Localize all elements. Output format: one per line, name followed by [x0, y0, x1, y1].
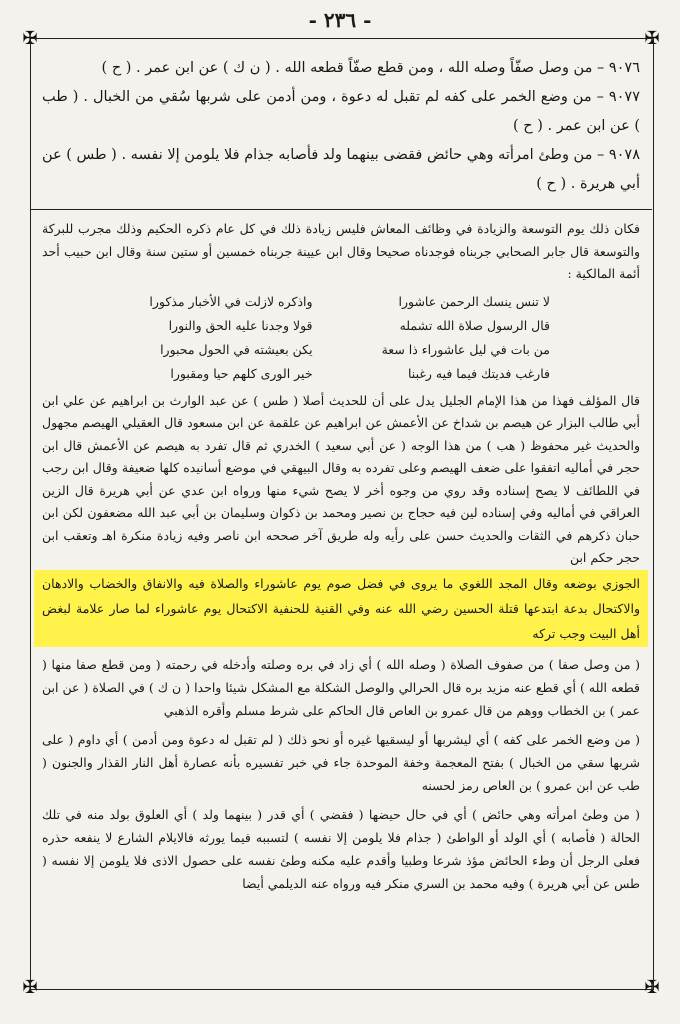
- poem-hemistich: خير الورى كلهم حيا ومقبورا: [170, 365, 313, 381]
- poem-hemistich: واذكره لازلت في الأخبار مذكورا: [149, 293, 313, 309]
- commentary-paragraph: قال المؤلف فهذا من هذا الإمام الجليل يدل على أن للحديث أصلا ( طس ) عن عبد الوارث بن ابراهيم عن علي ابن أبي طالب البزار عن هيصم بن شداخ عن الأعمش عن ابراهيم عن علقمة عن ابن مسعود قال العقيلي الهيصم مجهول والحديث غير محفوظ ( هب ) من هذا الوجه ( عن أبي سعيد ) الخدري ثم قال تفرد به هيصم عن الأعمش قال ابن حجر في أماليه اتفقوا على ضعف الهيصم وعلى تفرده به وقال البيهقي في موضع أسانيده كلها ضعيفة وقال ابن رجب في اللطائف لا يصح إسناده وقد روي من وجوه أخر لا يصح شيء منها ورواه ابن عدي عن أبي هريرة قال الزين العراقي في أماليه وفي إسناده لين فيه حجاج بن نصير ومحمد بن ذكوان وسليمان بن أبي عبد الله مضعفون لكن ابن حبان ذكرهم في الثقات والحديث حسن على رأيه وله طريق آخر صححه ابن ناصر وفيه زيادة منكرة اهـ وتعقب ابن حجر حكم ابن: [42, 392, 640, 565]
- corner-ornament-icon: ✠: [644, 28, 660, 49]
- poem-hemistich: من بات في ليل عاشوراء ذا سعة: [381, 341, 550, 357]
- corner-ornament-icon: ✠: [644, 977, 660, 998]
- hadith-9077: ٩٠٧٧ – من وضع الخمر على كفه لم تقبل له دعوة ، ومن أدمن على شربها سُقي من الخبال . ( طب ) عن ابن عمر . ( ح ): [42, 89, 640, 134]
- poem-verse: [102, 362, 550, 386]
- section-divider: [30, 209, 652, 210]
- commentary-paragraph: ( من وضع الخمر على كفه ) أي ليشربها أو ليسقيها غيره أو نحو ذلك ( لم تقبل له دعوة ومن أدمن ) أي داوم ( على شربها سقي من الخبال ) بفتح المعجمة وخفة الموحدة جاء في خبر تفسيره بأنه عصارة أهل النار القذار والجنون ( طب عن ابن عمرو ) بن العاص رمز لحسنه: [42, 731, 640, 793]
- hadith-9078: ٩٠٧٨ – من وطئ امرأته وهي حائض فقضى بينهما ولد فأصابه جذام فلا يلومن إلا نفسه . ( طس ) عن أبي هريرة . ( ح ): [41, 147, 640, 192]
- page-content: [42, 54, 640, 979]
- poem-hemistich: لا تنس ينسك الرحمن عاشورا: [398, 293, 550, 309]
- commentary-paragraph: ( من وصل صفا ) من صفوف الصلاة ( وصله الله ) أي زاد في بره وصلته وأدخله في رحمته ( ومن قطع صفا منها ( قطعه الله ) أي قطع عنه مزيد بره قال الحرالي والوصل الشكلة مع المشكل شيئا واحدا ( ن ك ) في الصلاة ( عن ابن عمر ) بن الخطاب ووهم من قال عمرو بن العاص قال الحاكم على شرط مسلم وأقره الذهبي: [42, 656, 640, 718]
- poem-verse: [102, 314, 550, 338]
- poem-verse: [102, 290, 550, 314]
- commentary-paragraph: ( من وطئ امرأته وهي حائض ) أي في حال حيضها ( فقضي ) أي قدر ( بينهما ولد ) أي العلوق بولد منه في تلك الحالة ( فأصابه ) أي الولد أو الواطئ ( جذام فلا يلومن إلا نفسه ) لتسببه فيما يورثه فالايلام الشارع لا ينفعه حذره فعلى الرجل أن وطء الحائض مؤذ شرعا وطبيا وأقدم عليه مكنه وطئ نفسه على حصول الاذى فلا يلومن إلا نفسه ( طس عن أبي هريرة ) وفيه محمد بن السري منكر فيه ورواه عنه الديلمي أيضا: [42, 806, 640, 891]
- page-number: - ٢٣٦ -: [308, 8, 372, 32]
- poem-hemistich: قولا وجدنا عليه الحق والنورا: [168, 317, 313, 333]
- poem-hemistich: فارغب فديتك فيما فيه رغبنا: [407, 365, 550, 381]
- poem: [102, 290, 550, 386]
- poem-verse: [102, 338, 550, 362]
- highlighted-passage[interactable]: الجوزي بوضعه وقال المجد اللغوي ما يروى في فضل صوم يوم عاشوراء والصلاة فيه والانفاق والخضاب والادهان والاكتحال بدعة ابتدعها قتلة الحسين رضي الله عنه وفي القنية للحنفية الاكتحال يوم عاشوراء لما صار علامة لبغض أهل البيت وجب تركه: [34, 570, 648, 647]
- corner-ornament-icon: ✠: [22, 28, 38, 49]
- hadith-9076: ٩٠٧٦ – من وصل صفّاً وصله الله ، ومن قطع صفّاً قطعه الله . ( ن ك ) عن ابن عمر . ( ح ): [101, 60, 640, 76]
- poem-hemistich: يكن بعيشته في الحول محبورا: [160, 341, 313, 357]
- poem-hemistich: قال الرسول صلاة الله تشمله: [399, 317, 550, 333]
- commentary-paragraph: فكان ذلك يوم التوسعة والزيادة في وظائف المعاش فليس زيادة ذلك في كل عام ذكره الحكيم وذلك مجرب للبركة والتوسعة قال جابر الصحابي جربناه فوجدناه صحيحا وقال ابن عيينة جربناه خمسين أو ستين سنة وقال ابن حبيب أحد أئمة المالكية :: [42, 221, 640, 281]
- corner-ornament-icon: ✠: [22, 977, 38, 998]
